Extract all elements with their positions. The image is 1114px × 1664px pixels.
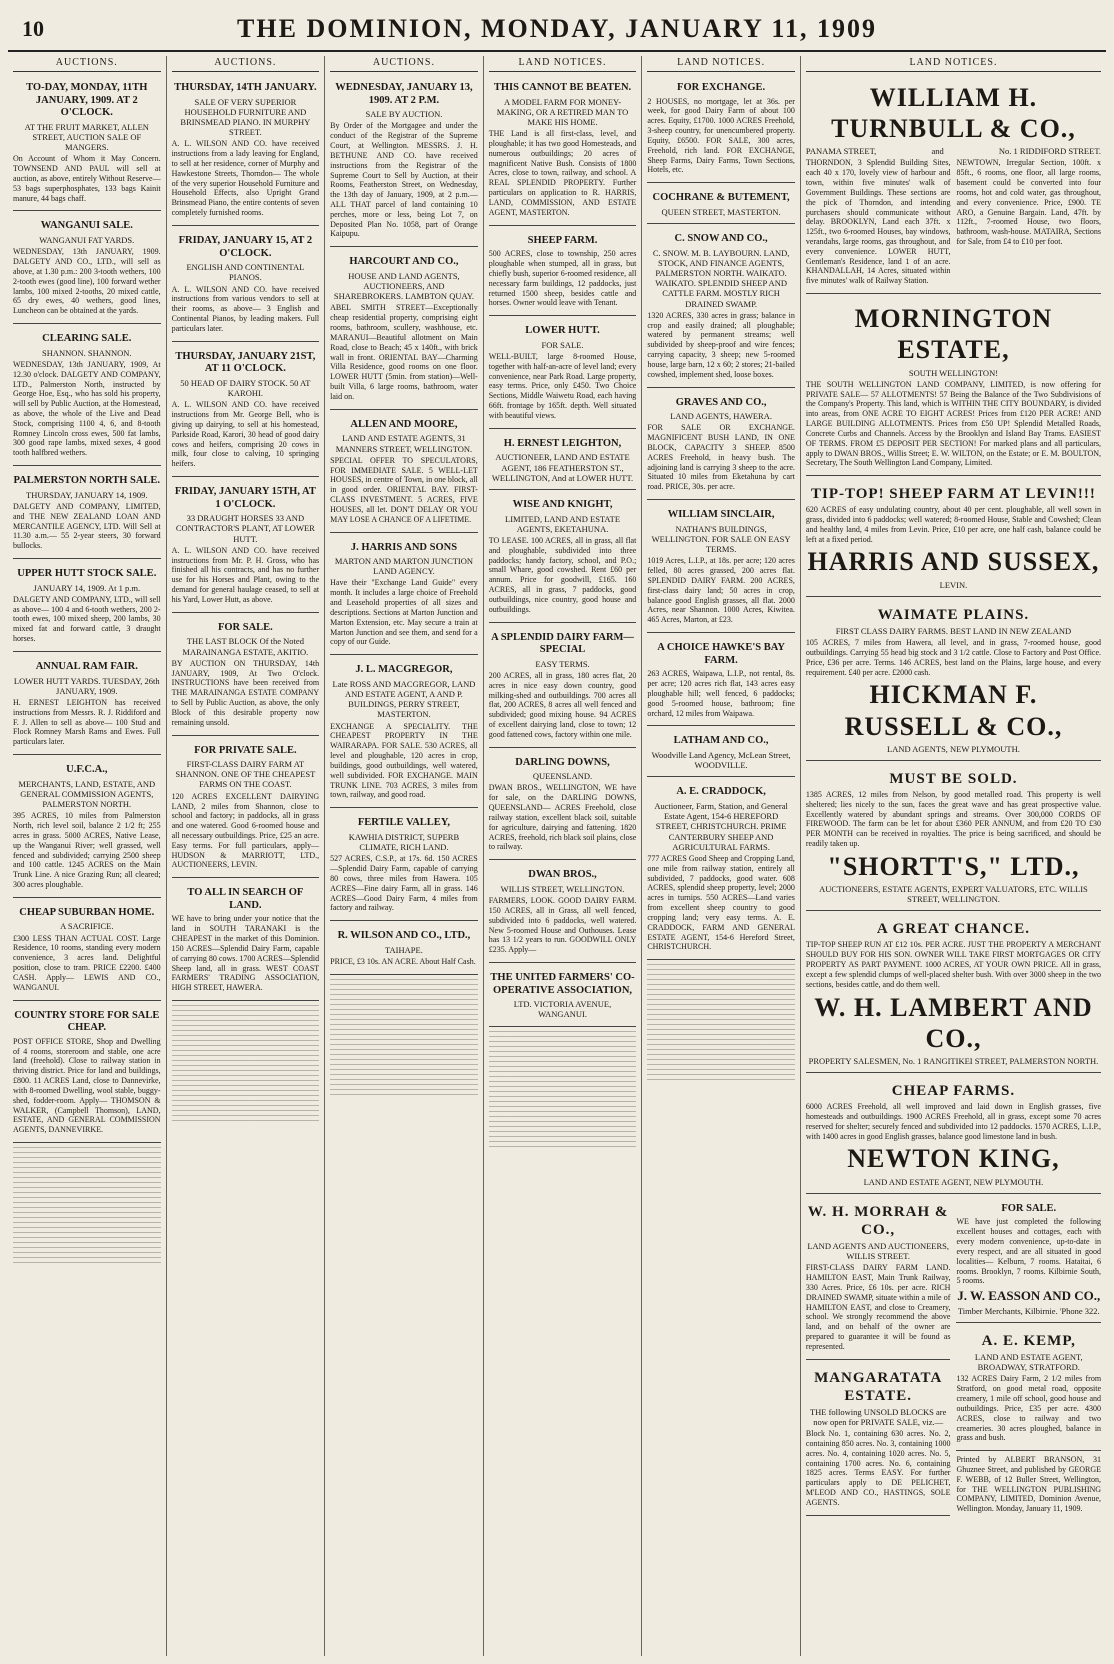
ad-heading: H. ERNEST LEIGHTON,: [503, 437, 622, 449]
advertisement: [489, 433, 637, 490]
ad-body: Have their "Exchange Land Guide" every month. It includes a large choice of Freehold and Leasehold properties of all sizes and descriptions. Sections at Marton Junction and Marton Extension, etc. May secure a train at Marton Junction and see them, and send for a copy of our Guide.: [330, 578, 478, 647]
ad-title: CHEAP FARMS.: [891, 1083, 1016, 1100]
advertisement: [647, 187, 795, 224]
ad-heading: WILLIAM SINCLAIR,: [667, 509, 775, 521]
ad-body: £300 LESS THAN ACTUAL COST. Large Residence, 10 rooms, standing every modern convenience, 3 acres land. Delightful position, close to tram. PRICE £2200. £400 CASH. Apply— LEWIS AND CO., WANGANUI.: [13, 933, 161, 992]
advertiser-name: NEWTON KING,: [847, 1144, 1060, 1174]
ad-subheading: WANGANUI FAT YARDS.: [39, 235, 135, 246]
column-land-notices-wide: [800, 56, 1106, 1656]
advertisement: [489, 494, 637, 623]
bottom-split: [806, 1198, 1101, 1520]
ad-body: SPECIAL OFFER TO SPECULATORS, FOR IMMEDIATE SALE. 5 WELL-LET HOUSES, in centre of Town, in one block, all in good order. ORIENTAL BAY. FIRST-CLASS INVESTMENT. 5 ACRES, FIVE HOUSES, all let. DON'T DELAY OR YOU MAY LOSE A CHANCE OF A LIFETIME.: [330, 455, 478, 524]
ad-heading: FRIDAY, JANUARY 15, AT 2 O'CLOCK.: [178, 234, 313, 259]
advertiser-name: J. W. EASSON AND CO.,: [957, 1288, 1101, 1304]
bottom-left: [806, 1198, 951, 1520]
ad-heading: FOR PRIVATE SALE.: [194, 744, 297, 756]
ad-title: MORNINGTON ESTATE,: [854, 304, 1053, 365]
ad-subheading: C. SNOW. M. B. LAYBOURN. LAND, STOCK, AND FINANCE AGENTS, PALMERSTON NORTH. WAIKATO. WAIKATO. SPLENDID SHEEP AND CATTLE FARM. MOSTLY RICH DRAINED SWAMP.: [652, 247, 790, 309]
bottom-right: [956, 1198, 1101, 1520]
ad-subheading: 33 DRAUGHT HORSES 33 AND CONTRACTOR'S PLANT, AT LOWER HUTT.: [175, 513, 315, 544]
ad-heading: HARCOURT AND CO.,: [349, 256, 459, 268]
column-header: LAND NOTICES.: [489, 56, 637, 72]
ad-body: FIRST-CLASS DAIRY FARM LAND. HAMILTON EAST, Main Trunk Railway, 330 Acres. Price, £6 10s. per acre. RICH DRAINED SWAMP, situate within a mile of HAMILTON EAST, and close to Creamery, school. We strongly recommend the above land, and on behalf of the owner are prepared to guarantee it will be found as represented.: [805, 1263, 951, 1351]
small-print-texture: [489, 1031, 637, 1149]
column-auctions-1: [8, 56, 166, 1656]
small-print-texture: [330, 979, 478, 1097]
column-header: LAND NOTICES.: [647, 56, 795, 72]
ad-heading: FRIDAY, JANUARY 15TH, AT 1 O'CLOCK.: [174, 486, 316, 510]
ad-heading: SHEEP FARM.: [527, 234, 598, 246]
ad-subheading: 50 HEAD OF DAIRY STOCK. 50 AT KAROHI.: [180, 377, 311, 399]
ad-body: WELL-BUILT, large 8-roomed House, together with half-an-acre of level land; every convenience, near Park Road. Large property, easy terms. Price, only £450. Two Choice Sections, Middle Waiwetu Road, each having 66ft. frontage by 165ft. depth. Well situated with beautiful views.: [488, 351, 637, 420]
advertisement: [330, 251, 478, 409]
advertisement: [330, 77, 478, 247]
advertiser-name: "SHORTT'S," LTD.,: [827, 851, 1080, 881]
ad-title: MUST BE SOLD.: [889, 770, 1018, 787]
printer-imprint: Printed by ALBERT BRANSON, 31 Ghuznee Street, and published by GEORGE F. WEBB, of 12 Buller Street, Wellington, for THE WELLINGTON PUBLISHING COMPANY, LIMITED, Dominion Avenue, Wellington. Monday, January 11, 1909.: [956, 1455, 1102, 1514]
ad-heading: GRAVES AND CO.,: [675, 396, 767, 408]
ad-heading: WEDNESDAY, JANUARY 13, 1909. AT 2 P.M.: [335, 82, 473, 106]
ad-body: 200 ACRES, all in grass, 180 acres flat, 20 acres in nice easy down country, good milking-shed and outbuildings. 700 acres all flat, 200 ACRES, 8 acres all well fenced and subdivided; good mixing house. 94 ACRES of excellent dairying land, close to town; 12 good fattened cows, factory within one mile.: [488, 670, 637, 739]
advertisement: [13, 656, 161, 755]
ad-subheading: Late ROSS AND MACGREGOR, LAND AND ESTATE AGENT, A AND P. BUILDINGS, PERRY STREET, MASTERTON.: [332, 678, 476, 720]
advertisement: [13, 328, 161, 466]
column-header: LAND NOTICES.: [806, 56, 1101, 72]
ad-heading: CLEARING SALE.: [42, 333, 132, 345]
ad-subheading: SHANNON. SHANNON.: [42, 347, 132, 358]
ad-heading: C. SNOW AND CO.,: [674, 233, 768, 244]
address-right: No. 1 RIDDIFORD STREET.: [998, 146, 1102, 157]
advertisement: [647, 504, 795, 633]
small-print-texture: [647, 964, 795, 1082]
columns: [8, 56, 1106, 1656]
ad-body: TO LEASE. 100 ACRES, all in grass, all flat and ploughable, subdivided into three paddocks; handy factory, school, and P.O.; small Whare, good cowshed. Rent £60 per annum. Price for goodwill, £165. 160 ACRES, all in grass, 7 paddocks, good outbuildings, nice country, good house and outbuildings.: [488, 535, 637, 614]
ad-subheading: Auctioneer, Farm, Station, and General Estate Agent, 154-6 HEREFORD STREET, CHRISTCHURCH. PRIME CANTERBURY SHEEP AND AGRICULTURAL FARMS.: [654, 800, 788, 852]
ad-body: WE have to bring under your notice that the land in SOUTH TARANAKI is the CHEAPEST in the market of this Dominion. 150 ACRES—Splendid Dairy Farm, capable of carrying 80 cows. 1700 ACRES—Splendid Sheep land, all in grass. WEST COAST FARMERS' TRADING ASSOCIATION, HIGH STREET, HAWERA.: [171, 914, 320, 993]
ad-subheading: LAND AGENTS, HAWERA.: [670, 411, 772, 422]
listing-right: NEWTOWN, Irregular Section, 100ft. x 85ft., 6 rooms, one floor, all large rooms, basement could be converted into four rooms, hot and cold water, gas throughout, and every convenience. Price, £900. TE ARO, a Genuine Bargain. Land, 47ft. by 112ft., 7-roomed House, two floors, bathroom, wash-house. MATAIRA, Sections for Sale, from £4 to £10 per foot.: [956, 158, 1102, 246]
ad-subheading: THE LAST BLOCK Of the Noted MARAINANGA ESTATE, AKITIO.: [182, 636, 309, 657]
ad-heading: LATHAM AND CO.,: [673, 735, 769, 747]
advertiser-name: A. E. KEMP,: [981, 1333, 1076, 1349]
ad-heading: J. HARRIS AND SONS: [350, 541, 458, 553]
advertiser-address: [806, 146, 1101, 156]
ad-tiptop-levin: [806, 480, 1101, 597]
ad-heading: WISE AND KNIGHT,: [512, 498, 613, 510]
advertisement: [330, 537, 478, 656]
advertisement: [647, 228, 795, 388]
ad-body: DWAN BROS., WELLINGTON, WE have for sale, on the DARLING DOWNS, QUEENSLAND— ACRES Freehold, close railway station, excellent black soil, suitable for agriculture, dairying and fattening. 1820 ACRES, freehold, rich black soil plains, close to railway.: [488, 783, 637, 852]
ad-body: DALGETY AND COMPANY, LTD., will sell as above— 100 4 and 6-tooth wethers, 200 2-tooth ewes, 100 mixed sheep, 200 lambs, 30 mixed fat and forward cattle, 3 draught horses.: [13, 594, 161, 644]
ad-body: 620 ACRES of easy undulating country, about 40 per cent. ploughable, all well sown in grass, divided into 6 paddocks; well watered; 8-roomed House, Stable and Cowshed; Clean and healthy land, 4 miles from Levin. Price, £10 per acre, one half cash, balance could be left at a fixed period.: [805, 505, 1102, 544]
ad-heading: THURSDAY, JANUARY 21ST, AT 11 O'CLOCK.: [175, 350, 316, 375]
ad-body: 105 ACRES, 7 miles from Hawera, all level, and in grass, 7-roomed house, good outbuildings. Carrying 55 head big stock and 3 1/2 cattle. Close to Factory and Post Office. Price, £36 per acre. Terms. 146 ACRES, best land on the Plains, large house, and every requirement. £40 per acre. £2000 cash.: [805, 638, 1102, 677]
advertiser-name: WILLIAM H. TURNBULL & CO.,: [831, 83, 1076, 144]
ad-subheading: AUCTIONEER, LAND AND ESTATE AGENT, 186 FEATHERSTON ST., WELLINGTON, And at LOWER HUTT.: [491, 452, 634, 483]
column-auctions-3: [324, 56, 483, 1656]
ad-subheading: FOR SALE.: [541, 339, 584, 350]
ad-body: By Order of the Mortgagee and under the conduct of the Registrar of the Supreme Court, at Wellington. MESSRS. J. H. BETHUNE AND CO. have received instructions from the Registrar of the Supreme Court to Sell by Auction, at their Rooms, Featherston Street, on Wednesday, the 13th day of January, 1909, at 2 p.m.— ALL THAT parcel of land containing 10 perches, more or less, being Lot 7, on Deposited Plan No. 1058, part of Orange Kaipupu.: [330, 121, 478, 239]
ad-subheading: LOWER HUTT YARDS. TUESDAY, 26th JANUARY, 1909.: [13, 675, 160, 696]
advertisement: [489, 864, 637, 963]
ad-subheading: THURSDAY, JANUARY 14, 1909.: [26, 489, 148, 500]
advertisement: [172, 346, 320, 477]
ad-body: 263 ACRES, Waipawa, L.I.P., not rental, 8s. per acre; 120 acres rich flat, 143 acres easy ploughable hill; well fenced, 6 paddocks; good 5-roomed house, bathroom; fine orchard, 12 miles from Waipawa.: [647, 669, 795, 718]
advertisement: [489, 230, 637, 317]
ad-subheading: A SACRIFICE.: [60, 921, 114, 932]
ad-heading: COCHRANE & BUTEMENT,: [652, 192, 790, 204]
advertisement: [489, 967, 637, 1027]
ad-subheading: FIRST-CLASS DAIRY FARM AT SHANNON. ONE OF THE CHEAPEST FARMS ON THE COAST.: [175, 759, 316, 790]
ad-morrah: [806, 1198, 951, 1360]
advertisement: [647, 637, 795, 726]
advertisement: [489, 752, 637, 861]
ad-body: A. L. WILSON AND CO. have received instructions from a lady leaving for England, to sell at her residence, corner of Murphy and Hawkestone Streets, Thorndon— The whole of the very superior Household Furniture and Household Effects, also Upright Grand Brinsmead Piano, the entire contents of seven completely furnished rooms.: [171, 139, 320, 218]
ad-subheading: JANUARY 14, 1909. At 1 p.m.: [33, 582, 141, 593]
ad-body: 500 ACRES, close to township, 250 acres ploughable when stumped, all in grass, but chiefly bush, superior 6-roomed residence, all necessary farm buildings, 12 paddocks, just returned 1500 sheep, besides cattle and horses. Owner would leave with Tenant.: [488, 249, 637, 308]
ad-body: THE Land is all first-class, level, and ploughable; it has two good Homesteads, and numerous outbuildings; 20 acres of magnificent Native Bush. Consists of 1800 Acres, close to town, railway, and school. A REAL SPLENDID PROPERTY. Further particulars on application to R. HARRIS, LAND, COMMISSION, AND ESTATE AGENT, MASTERTON.: [488, 129, 637, 217]
advertiser-address: LAND AGENTS AND AUCTIONEERS, WILLIS STREET.: [807, 1240, 950, 1262]
ad-body: PRICE, £3 10s. AN ACRE. About Half Cash.: [330, 956, 476, 966]
ad-body: TIP-TOP SHEEP RUN AT £12 10s. PER ACRE. JUST THE PROPERTY A MERCHANT SHOULD BUY FOR HIS SON. OWNER WILL TAKE FIRST MORTGAGES OR CITY PROPERTY AS PART PAYMENT. 1000 ACRES, AT YOUR OWN PRICE. All in grass, except a few splendid clumps of well-placed shelter bush. With over 3000 sheep in the two sections, besides cattle, and do them well.: [805, 940, 1102, 989]
ad-body: POST OFFICE STORE, Shop and Dwelling of 4 rooms, storeroom and stable, one acre land (freehold). Close to railway station in thriving district. Price for land and buildings, £800. 11 ACRES Land, close to Dannevirke, with 8-roomed Dwelling, wool stable, buggy-shed, fodder-room. Apply— THOMSON & WALKER, (Campbell Thomson), LAND, ESTATE, AND GENERAL COMMISSION AGENTS, DANNEVIRKE.: [13, 1036, 161, 1135]
ad-heading: ANNUAL RAM FAIR.: [35, 660, 138, 672]
newspaper-title: THE DOMINION, MONDAY, JANUARY 11, 1909: [237, 14, 877, 43]
ad-turnbull: [806, 77, 1101, 294]
ad-heading: TO ALL IN SEARCH OF LAND.: [187, 887, 304, 911]
ad-heading: LOWER HUTT.: [525, 325, 600, 337]
ad-title: A GREAT CHANCE.: [876, 921, 1031, 938]
ad-subheading: NATHAN'S BUILDINGS, WELLINGTON. FOR SALE ON EASY TERMS.: [651, 523, 791, 555]
advertisement: [489, 77, 637, 226]
ad-heading: R. WILSON AND CO., LTD.,: [337, 930, 471, 942]
ad-cheap-farms: [806, 1077, 1101, 1194]
ad-body: 1019 Acres, L.I.P., at 18s. per acre; 120 acres felled, 80 acres grassed, 200 acres flat. SPLENDID DAIRY FARM. 200 ACRES, first-class dairy land; 50 acres in crop, balance good English grasses, all flat. 2000 Acres, near Shannon. 1000 Acres, Kiwitea. 465 Acres, Marton, at £23.: [647, 556, 795, 625]
ad-subheading: QUEEN STREET, MASTERTON.: [661, 206, 781, 217]
ad-mornington: [806, 298, 1101, 476]
advertisement: [330, 812, 478, 921]
advertisement: [330, 659, 478, 808]
ad-body: 1385 ACRES, 12 miles from Nelson, by good metalled road. This property is well sheltered; lies nicely to the sun, faces the great wave and has great prospective value. Excellently watered by abundant springs and streams. Over 300,000 CORDS OF FIREWOOD. The farm can be let for about £360 PER ANNUM, and from £20 TO £30 PER MONTH can be received in royalties. The price is being sacrificed, and should be readily taken up.: [805, 789, 1102, 849]
advertisement: [13, 1005, 161, 1143]
advertiser-address: PROPERTY SALESMEN, No. 1 RANGITIKEI STREET, PALMERSTON NORTH.: [808, 1055, 1099, 1066]
address-mid: and: [931, 146, 944, 157]
ad-subheading: QUEENSLAND.: [532, 771, 593, 782]
ad-heading: DARLING DOWNS,: [515, 756, 610, 768]
ad-heading: DWAN BROS.,: [528, 869, 597, 881]
small-print-texture: [172, 1005, 320, 1123]
advertisement: [489, 627, 637, 748]
advertisement: [13, 77, 161, 211]
ad-body: 2 HOUSES, no mortgage, let at 36s. per week, for good Dairy Farm of about 100 acres. Equity, £1700. 1000 ACRES Freehold, 3-sheep country, for unencumbered property. Equity, £6500. FOR SALE, 300 acres, Freehold, rich land. FOR EXCHANGE, Sheep Farms, Dairy Farms, Town Sections, Hotels, etc.: [647, 96, 795, 175]
ad-body: 1320 ACRES, 330 acres in grass; balance in crop and easily drained; all ploughable; watered by permanent streams; well subdivided by sheep-proof and wire fences; carrying capacity, 3 sheep; new 5-roomed house, large barn, 12 x 60; 2 stores; 21-bailed cowshed, implement shed, loose boxes.: [647, 310, 795, 379]
column-header: AUCTIONS.: [172, 56, 320, 72]
address-left: PANAMA STREET,: [805, 146, 877, 157]
column-header: AUCTIONS.: [330, 56, 478, 72]
advertiser-address: Timber Merchants, Kilbirnie. 'Phone 322.: [957, 1305, 1100, 1316]
ad-subheading: LAND AND ESTATE AGENTS, 31 MANNERS STREET, WELLINGTON.: [335, 433, 473, 454]
ad-heading: TO-DAY, MONDAY, 11TH JANUARY, 1909. AT 2 O'CLOCK.: [26, 82, 148, 119]
ad-body: 527 ACRES, C.S.P., at 17s. 6d. 150 ACRES—Splendid Dairy Farm, capable of carrying 80 cows, three miles from Hawera. 105 ACRES—Fine dairy Farm, all in grass. 146 ACRES—Good Dairy Farm, 4 miles from factory and railway.: [330, 854, 478, 913]
small-print-texture: [13, 1147, 161, 1265]
advertisement: [13, 902, 161, 1001]
advertisement: [13, 563, 161, 652]
advertisement: [489, 320, 637, 429]
advertiser-address: AUCTIONEERS, ESTATE AGENTS, EXPERT VALUATORS, ETC. WILLIS STREET, WELLINGTON.: [819, 884, 1088, 905]
advertiser-name: W. H. LAMBERT AND CO.,: [814, 992, 1093, 1053]
advertisement: [330, 414, 478, 533]
ad-subheading: SALE OF VERY SUPERIOR HOUSEHOLD FURNITURE AND BRINSMEAD PIANO. IN MURPHY STREET.: [180, 96, 311, 138]
ad-title: WAIMATE PLAINS.: [877, 606, 1030, 623]
ad-title: MANGARATATA ESTATE.: [814, 1369, 943, 1404]
ad-subheading: Woodville Land Agency, McLean Street, WOODVILLE.: [651, 749, 791, 771]
ad-subheading: WILLIS STREET, WELLINGTON.: [500, 883, 625, 894]
ad-waimate: [806, 601, 1101, 761]
advertiser-address: LAND AGENTS, NEW PLYMOUTH.: [887, 743, 1020, 754]
ad-body: Block No. 1, containing 630 acres. No. 2, containing 850 acres. No. 3, containing 1000 acres. No. 4, containing 1020 acres. No. 5, containing 1700 acres. No. 6, containing 1825 acres. Terms EASY. For further particulars apply to DE PELICHET, M'LEOD AND CO., HASTINGS, SOLE AGENTS.: [805, 1429, 951, 1507]
ad-mangaratata: [806, 1364, 951, 1516]
ad-body: A. L. WILSON AND CO. have received instructions from various vendors to sell at their rooms, as above— 3 English and Continental Pianos, by leading makers. Full particulars later.: [171, 284, 320, 333]
ad-body: WEDNESDAY, 13th JANUARY, 1909, At 12.30 o'clock. DALGETY AND COMPANY, LTD., Palmerston North, instructed by George Hoe, Esq., who has sold his property, will sell by Public Auction, at the Homestead, as above, the whole of the Live and Dead Stock, comprising 1100 4, 6, and 8-tooth Romney Lincoln cross ewes, 500 fat lambs, 300 good rape lambs, mixed sexes, 4 good tooth halfbred wethers.: [13, 359, 161, 458]
column-land-notices-2: [641, 56, 800, 1656]
ad-subheading: TAIHAPE.: [385, 944, 423, 955]
advertisement: [647, 392, 795, 501]
advertisement: [172, 740, 320, 879]
ad-heading: UPPER HUTT STOCK SALE.: [17, 568, 157, 580]
ad-body: WE have just completed the following excellent houses and cottages, each with every modern convenience, up-to-date in every respect, and are all situated in good localities— Kelburn, 7 rooms. Hataitai, 6 rooms. Brooklyn, 7 rooms. Kilbirnie South, 5 rooms.: [956, 1217, 1102, 1286]
ad-body: FARMERS, LOOK. GOOD DAIRY FARM. 150 ACRES, all in Grass, all well fenced, subdivided into 6 paddocks, well watered. New 5-roomed House and Outhouses. Lease has 13 1/2 years to run. GOODWILL ONLY £235. Apply—: [488, 896, 637, 955]
ad-title: FOR SALE.: [1001, 1202, 1057, 1214]
advertisement: [172, 882, 320, 1001]
ad-kemp: [956, 1327, 1101, 1451]
ad-subheading: MARTON AND MARTON JUNCTION LAND AGENCY.: [334, 556, 474, 577]
masthead: [8, 6, 1106, 52]
ad-body: DALGETY AND COMPANY, LIMITED, and THE NEW ZEALAND LOAN AND MERCANTILE AGENCY, LTD. Will Sell at 11.30 a.m.— 55 2-year steers, 30 forward bullocks.: [13, 501, 161, 551]
advertisement: [13, 759, 161, 898]
ad-body: On Account of Whom it May Concern. TOWNSEND AND PAUL will sell at auction, as above, entirely Without Reserve— 53 bags superphosphates, 133 bags Kainit manure, 44 bags chaff.: [13, 154, 161, 203]
advertisement: [13, 470, 161, 559]
listing-left: THORNDON, 3 Splendid Building Sites, each 40 x 170, lovely view of harbour and town, within five minutes' walk of Government Buildings. These sections are the pick of Thorndon, and intending purchasers should communicate without delay. BROOKLYN, Land each 37ft. x 125ft., two 6-roomed Houses, bay windows, verandahs, large rooms, gas throughout, and every convenience. LOWER HUTT, Gentleman's Residence, land 1 of an acre. KHANDALLAH, 14 Acres, situated within five minutes' walk of Railway Station.: [805, 158, 951, 286]
ad-heading: WANGANUI SALE.: [40, 220, 133, 232]
ad-heading: J. L. MACGREGOR,: [355, 664, 453, 676]
ad-body: WEDNESDAY, 13th JANUARY, 1909. DALGETY AND CO., LTD., will sell as above, at 1.30 p.m.: 200 3-tooth wethers, 100 2-tooth ewes (good line), 100 forward wether lambs, 100 mixed 2-tooths, 20 mixed cattle, 65 dry ewes, 40 wethers, good lines, Luncheon can be obtained at the yards.: [13, 247, 161, 316]
ad-body: 777 ACRES Good Sheep and Cropping Land, one mile from railway station, entirely all subdivided, 7 paddocks, good water. 608 ACRES, splendid sheep property, level; 2000 acres in turnips. 550 ACRES—Land varies from excellent sheep country to good cropping land; very easy terms. A. E. CRADDOCK, FARM AND GENERAL ESTATE AGENT, 154-6 Hereford Street, CHRISTCHURCH.: [647, 853, 795, 952]
ad-subheading: EASY TERMS.: [535, 658, 590, 669]
ad-heading: FOR SALE.: [217, 621, 273, 633]
advertisement: [172, 617, 320, 736]
ad-subtitle: THE following UNSOLD BLOCKS are now open for PRIVATE SALE, viz.—: [809, 1406, 947, 1427]
ad-subheading: A MODEL FARM FOR MONEY-MAKING, OR A RETIRED MAN TO MAKE HIS HOME.: [496, 96, 629, 127]
advertiser-address: LAND AND ESTATE AGENT, NEW PLYMOUTH.: [863, 1176, 1044, 1187]
advertiser-location: LEVIN.: [939, 579, 968, 590]
advertisement: [330, 925, 478, 975]
advertisement: [647, 781, 795, 960]
ad-subheading: SALE BY AUCTION.: [365, 109, 443, 120]
ad-heading: COUNTRY STORE FOR SALE CHEAP.: [14, 1009, 160, 1034]
advertisement: [647, 730, 795, 777]
ad-body: FOR SALE OR EXCHANGE. MAGNIFICENT BUSH LAND, IN ONE BLOCK, CAPACITY 3 SHEEP. 8500 ACRES Freehold, in heavy bush. The adjoining land is carrying 3 sheep to the acre. Situated 10 miles from Eketahuna by cart road. PRICE, 30s. per acre.: [647, 423, 795, 492]
advertisement: [647, 77, 795, 183]
ad-subheading: LIMITED, LAND AND ESTATE AGENTS, EKETAHUNA.: [505, 513, 621, 534]
ad-heading: THE UNITED FARMERS' CO-OPERATIVE ASSOCIATION,: [490, 972, 635, 996]
ad-body: BY AUCTION ON THURSDAY, 14th JANUARY, 1909, At Two O'clock. INSTRUCTIONS have been received from THE MARAINANGA ESTATE COMPANY to Sell by Public Auction, as above, the only Block of this desirable property now remaining unsold.: [171, 658, 320, 727]
ad-must-be-sold: [806, 765, 1101, 912]
column-auctions-2: [166, 56, 325, 1656]
column-header: AUCTIONS.: [13, 56, 161, 72]
ad-subheading: LTD. VICTORIA AVENUE, WANGANUI.: [513, 999, 612, 1020]
ad-body: EXCHANGE A SPECIALITY. THE CHEAPEST PROPERTY IN THE WAIRARAPA. FOR SALE. 530 ACRES, all level and ploughable, 120 acres in crop, buildings, good outbuildings, well watered, well subdivided. FOR EXCHANGE. MAIN TRUNK LINE. 703 ACRES, 3 miles from town, railway, and good road.: [330, 721, 478, 800]
ad-heading: U.F.C.A.,: [66, 764, 108, 776]
ad-heading: A SPLENDID DAIRY FARM—SPECIAL: [491, 631, 634, 656]
advertiser-name: HICKMAN F. RUSSELL & CO.,: [844, 680, 1063, 741]
ad-heading: THIS CANNOT BE BEATEN.: [493, 82, 632, 93]
ad-subtitle: SOUTH WELLINGTON!: [908, 367, 999, 378]
ad-heading: A. E. CRADDOCK,: [676, 786, 766, 798]
ad-great-chance: [806, 915, 1101, 1073]
advertiser-name: W. H. MORRAH & CO.,: [807, 1203, 949, 1238]
ad-heading: FERTILE VALLEY,: [357, 817, 451, 829]
ad-title: TIP-TOP! SHEEP FARM AT LEVIN!!!: [811, 486, 1096, 503]
ad-body: THE SOUTH WELLINGTON LAND COMPANY, LIMITED, is now offering for PRIVATE SALE— 57 ALLOTMENTS! 57 Being the Balance of the Two Subdivisions of the Company's Property. This land, which is WITHIN THE CITY BOUNDARY, is divided into areas, from ONE ACRE TO EIGHT ACRES! Prices from £120 PER ACRE! AND LARGE BUILDING ALLOTMENTS. Prices from £50 UP! Splendid Metalled Roads, Concrete Curbs and Channels. Access by the Brooklyn and Island Bay Trams. EASIEST OF TERMS. FROM £5 DEPOSIT PER SECTION! For marked plans and all particulars, apply to DWAN BROS., Willis Street; E. W. WILTON, on the Estate; or E. M. BOULTON, Secretary, The South Wellington Land Company, Limited.: [805, 379, 1102, 468]
page-number: 10: [22, 16, 44, 41]
advertisement: [172, 77, 320, 226]
ad-subheading: HOUSE AND LAND AGENTS, AUCTIONEERS, AND SHAREBROKERS. LAMBTON QUAY.: [333, 270, 474, 302]
ad-subheading: KAWHIA DISTRICT, SUPERB CLIMATE, RICH LAND.: [348, 831, 460, 853]
ad-heading: FOR EXCHANGE.: [677, 82, 766, 93]
advertisement: [172, 230, 320, 342]
turnbull-listings: [806, 156, 1101, 288]
ad-for-sale-houses: [956, 1198, 1101, 1323]
ad-heading: CHEAP SUBURBAN HOME.: [19, 906, 155, 918]
ad-heading: A CHOICE HAWKE'S BAY FARM.: [657, 642, 785, 666]
advertiser-address: LAND AND ESTATE AGENT, BROADWAY, STRATFORD.: [974, 1352, 1083, 1373]
ad-body: A. L. WILSON AND CO. have received instructions from Mr. P. H. Gross, who has finished all his contracts, and has no further use for his Horses and Plant, owing to the demand for general haulage ceased, to sell at his Yard, Lower Hutt, as above.: [171, 545, 320, 604]
ad-subtitle: FIRST CLASS DAIRY FARMS. BEST LAND IN NEW ZEALAND: [835, 625, 1072, 636]
ad-body: A. L. WILSON AND CO. have received instructions from Mr. George Bell, who is giving up dairying, to sell at his homestead, Parkside Road, Karori, 30 head of good dairy cows and heifers, comprising 20 cows in milk, four close to calving, 10 springing heifers.: [171, 400, 320, 469]
ad-body: 6000 ACRES Freehold, all well improved and laid down in English grasses, five homesteads and outbuildings. 1900 ACRES Freehold, all in grass, except some 70 acres reserved for shelter; securely fenced and subdivided into 12 paddocks. 1570 ACRES, L.I.P., with 1400 acres in good English grasses, balance good limestone land in bush.: [805, 1102, 1102, 1141]
advertiser-name: HARRIS AND SUSSEX,: [807, 547, 1100, 577]
ad-body: ABEL SMITH STREET—Exceptionally cheap residential property, comprising eight rooms, bathroom, scullery, washhouse, etc. MARANUI—Beautiful allotment on Main Road, close to Beach; 45 x 140ft., with brick wall in front. ORIENTAL BAY—Charming Villa Residence, good rooms on one floor. LOWER HUTT (5min. from station)—Well-built Villa, 6 large rooms, bathroom, water laid on.: [330, 303, 478, 401]
ad-body: H. ERNEST LEIGHTON has received instructions from Messrs. R. J. Riddiford and F. J. Allen to sell as above— 100 Stud and Flock Romney Marsh Rams and Ewes. Full particulars later.: [13, 697, 161, 747]
ad-heading: PALMERSTON NORTH SALE.: [13, 475, 161, 487]
ad-body: 120 ACRES EXCELLENT DAIRYING LAND, 2 miles from Shannon, close to school and factory; in paddocks, all in grass and one watered. Good 6-roomed house and all necessary outbuildings. Price, £25 an acre. Easy terms. For full particulars, apply— HUDSON & MARRIOTT, LTD., AUCTIONEERS, LEVIN.: [171, 791, 320, 870]
advertisement: [13, 215, 161, 324]
ad-subheading: MERCHANTS, LAND, ESTATE, AND GENERAL COMMISSION AGENTS, PALMERSTON NORTH.: [18, 778, 156, 810]
column-land-notices-1: [483, 56, 642, 1656]
ad-subheading: AT THE FRUIT MARKET, ALLEN STREET, AUCTION SALE OF MANGERS.: [24, 121, 149, 153]
ad-subheading: ENGLISH AND CONTINENTAL PIANOS.: [186, 262, 305, 283]
ad-body: 132 ACRES Dairy Farm, 2 1/2 miles from Stratford, on good metal road, opposite creamery, 1 mile off school, good house and outbuildings. Price, £35 per acre. 4300 ACRES, close to railway and two creameries. 30 acres ploughed, balance in grass and bush.: [956, 1374, 1102, 1443]
advertisement: [172, 481, 320, 613]
ad-heading: ALLEN AND MOORE,: [350, 418, 458, 430]
ad-heading: THURSDAY, 14TH JANUARY.: [174, 82, 317, 93]
ad-body: 395 ACRES, 10 miles from Palmerston North, rich level soil, balance 2 1/2 ft; 255 acres in grass. 5000 ACRES, Native Lease, up the Wanganui River; well grassed, well fenced and subdivided; carrying 2500 sheep and 100 cattle. 1245 ACRES on the Main Trunk Line. A nice Grazing Run; all cleared; 300 acres ploughable.: [13, 811, 161, 890]
